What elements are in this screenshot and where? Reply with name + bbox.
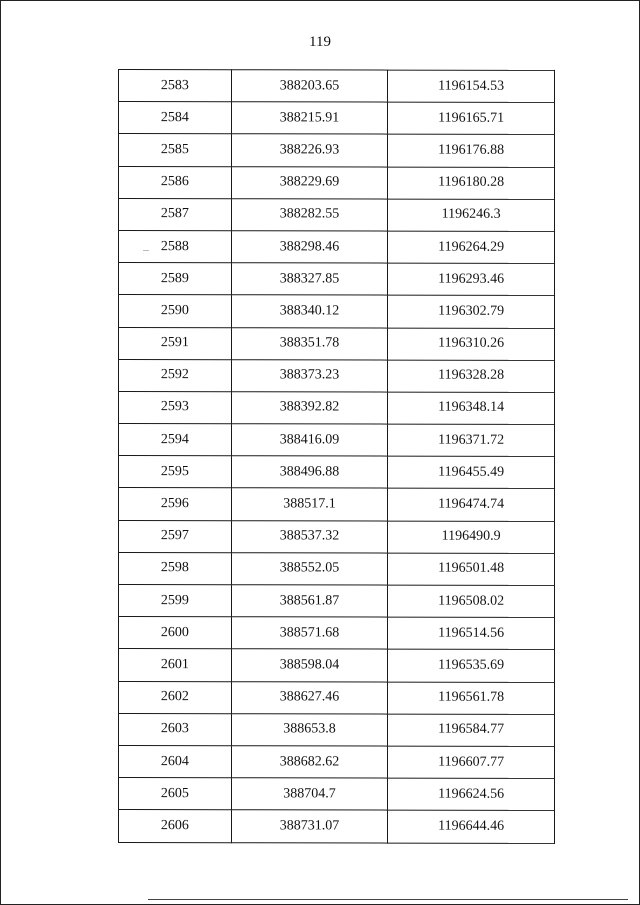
table-row	[119, 424, 555, 457]
y-coordinate-cell: 1196644.46	[388, 810, 555, 843]
table-row	[119, 617, 555, 650]
point-id-cell: 2599	[119, 585, 232, 617]
table-row	[119, 166, 555, 199]
point-id-cell: 2602	[119, 681, 232, 713]
x-coordinate-cell: 388598.04	[231, 649, 388, 682]
y-coordinate-cell: 1196302.79	[388, 295, 555, 328]
point-id-cell: 2589	[119, 263, 232, 295]
point-id-cell: 2594	[119, 424, 232, 456]
x-coordinate-cell: 388682.62	[231, 746, 388, 779]
point-id-cell: 2606	[119, 810, 232, 842]
point-id-cell: 2604	[119, 745, 232, 777]
x-coordinate-cell: 388537.32	[231, 520, 388, 553]
bottom-rule	[148, 899, 628, 900]
y-coordinate-cell: 1196348.14	[388, 392, 555, 425]
y-coordinate-cell: 1196293.46	[388, 263, 555, 296]
y-coordinate-cell: 1196584.77	[388, 714, 555, 747]
x-coordinate-cell: 388340.12	[231, 295, 388, 328]
point-id-cell: 2586	[119, 166, 232, 198]
table-row	[119, 391, 555, 424]
y-coordinate-cell: 1196176.88	[388, 134, 555, 167]
point-id-cell: 2592	[119, 359, 232, 391]
y-coordinate-cell: 1196490.9	[388, 521, 555, 554]
table-row	[119, 359, 555, 392]
page-number: 119	[309, 34, 331, 50]
x-coordinate-cell: 388416.09	[231, 424, 388, 457]
x-coordinate-cell: 388215.91	[231, 102, 388, 135]
x-coordinate-cell: 388392.82	[231, 392, 388, 425]
table-row	[119, 456, 555, 489]
x-coordinate-cell: 388327.85	[231, 263, 388, 296]
x-coordinate-cell: 388731.07	[231, 810, 388, 843]
y-coordinate-cell: 1196371.72	[388, 424, 555, 457]
y-coordinate-cell: 1196501.48	[388, 553, 555, 586]
x-coordinate-cell: 388552.05	[231, 553, 388, 586]
y-coordinate-cell: 1196508.02	[388, 585, 555, 618]
x-coordinate-cell: 388298.46	[231, 231, 388, 264]
point-id-cell: 2584	[119, 102, 232, 134]
x-coordinate-cell: 388373.23	[231, 359, 388, 392]
point-id-cell: 2605	[119, 778, 232, 810]
point-id-cell: 2601	[119, 649, 232, 681]
table-row	[119, 230, 555, 263]
point-id-cell: 2583	[119, 70, 232, 102]
x-coordinate-cell: 388226.93	[231, 134, 388, 167]
table-row	[119, 70, 555, 103]
table-row	[119, 134, 555, 167]
point-id-cell: 2590	[119, 295, 232, 327]
table-row	[119, 327, 555, 360]
x-coordinate-cell: 388704.7	[231, 778, 388, 811]
table-row	[119, 585, 555, 618]
y-coordinate-cell: 1196535.69	[388, 649, 555, 682]
table-row	[119, 102, 555, 135]
x-coordinate-cell: 388351.78	[231, 327, 388, 360]
y-coordinate-cell: 1196154.53	[388, 70, 555, 103]
table-row	[119, 745, 555, 778]
x-coordinate-cell: 388229.69	[231, 166, 388, 199]
x-coordinate-cell: 388627.46	[231, 681, 388, 714]
y-coordinate-cell: 1196310.26	[388, 328, 555, 361]
y-coordinate-cell: 1196328.28	[388, 360, 555, 393]
point-id-cell: 2585	[119, 134, 232, 166]
y-coordinate-cell: 1196561.78	[388, 682, 555, 715]
point-id-cell: 2588	[119, 230, 232, 262]
y-coordinate-cell: 1196165.71	[388, 102, 555, 135]
table-row	[119, 263, 555, 296]
table-row	[119, 681, 555, 714]
x-coordinate-cell: 388282.55	[231, 198, 388, 231]
point-id-cell: 2598	[119, 552, 232, 584]
x-coordinate-cell: 388561.87	[231, 585, 388, 618]
y-coordinate-cell: 1196455.49	[388, 456, 555, 489]
point-id-cell: 2587	[119, 198, 232, 230]
y-coordinate-cell: 1196474.74	[388, 489, 555, 522]
y-coordinate-cell: 1196246.3	[388, 199, 555, 232]
y-coordinate-cell: 1196624.56	[388, 778, 555, 811]
table-row	[119, 520, 555, 553]
point-id-cell: 2596	[119, 488, 232, 520]
x-coordinate-cell: 388517.1	[231, 488, 388, 521]
table-row	[119, 778, 555, 811]
table-row	[119, 810, 555, 843]
point-id-cell: 2593	[119, 391, 232, 423]
table-row	[119, 713, 555, 746]
x-coordinate-cell: 388571.68	[231, 617, 388, 650]
table-row	[119, 295, 555, 328]
x-coordinate-cell: 388496.88	[231, 456, 388, 489]
table-row	[119, 649, 555, 682]
coordinate-table	[118, 69, 555, 843]
point-id-cell: 2595	[119, 456, 232, 488]
point-id-cell: 2591	[119, 327, 232, 359]
coordinate-table-body	[119, 70, 555, 843]
y-coordinate-cell: 1196180.28	[388, 167, 555, 200]
x-coordinate-cell: 388203.65	[231, 70, 388, 103]
table-row	[119, 488, 555, 521]
y-coordinate-cell: 1196264.29	[388, 231, 555, 264]
x-coordinate-cell: 388653.8	[231, 713, 388, 746]
point-id-cell: 2603	[119, 713, 232, 745]
point-id-cell: 2597	[119, 520, 232, 552]
y-coordinate-cell: 1196607.77	[388, 746, 555, 779]
table-row	[119, 198, 555, 231]
point-id-cell: 2600	[119, 617, 232, 649]
table-row	[119, 552, 555, 585]
y-coordinate-cell: 1196514.56	[388, 617, 555, 650]
